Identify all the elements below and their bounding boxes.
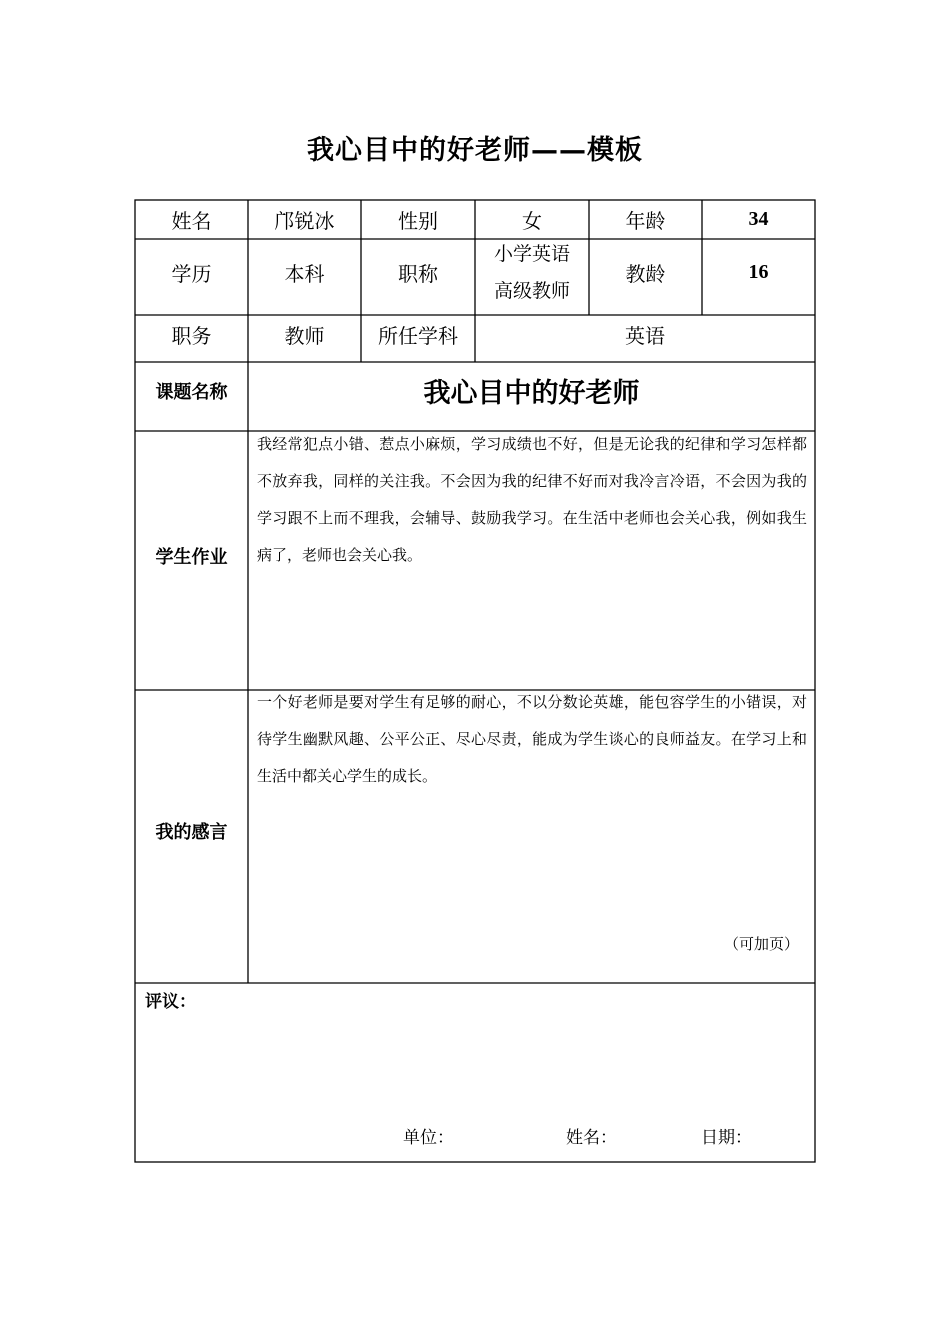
rank-line-2: 高级教师 <box>493 280 570 302</box>
rank-label: 职称 <box>398 261 438 286</box>
gender-label: 性别 <box>398 209 438 233</box>
comment-label: 评议： <box>145 992 196 1012</box>
name-label: 姓名 <box>171 209 212 233</box>
topic-value: 我心目中的好老师 <box>423 377 640 409</box>
position-value: 教师 <box>284 323 325 348</box>
topic-label: 课题名称 <box>155 382 228 403</box>
rank-line-1: 小学英语 <box>493 243 570 265</box>
page-title: 我心目中的好老师——模板 <box>307 135 643 166</box>
years-label: 教龄 <box>625 261 666 286</box>
education-value: 本科 <box>284 261 325 286</box>
date-label: 日期： <box>701 1128 752 1148</box>
gender-value: 女 <box>522 209 542 233</box>
add-page-note: （可加页） <box>724 935 800 953</box>
name-value: 邝锐冰 <box>274 209 335 233</box>
age-value: 34 <box>748 208 769 230</box>
reflection-label: 我的感言 <box>155 822 228 843</box>
homework-label: 学生作业 <box>155 547 228 568</box>
homework-text: 我经常犯点小错、惹点小麻烦，学习成绩也不好，但是无论我的纪律和学习怎样都不放弃我，同样的关注我。不会因为我的纪律不好而对我冷言冷语，不会因为我的学习跟不上而不理我，会辅导、鼓励我学习。在生活中老师也会关心我，例如我生病了，老师也会关心我。 <box>257 435 807 564</box>
unit-label: 单位： <box>403 1128 454 1148</box>
position-label: 职务 <box>171 323 212 348</box>
subject-value: 英语 <box>625 323 665 348</box>
years-value: 16 <box>748 260 769 283</box>
signer-name-label: 姓名： <box>566 1128 617 1148</box>
reflection-text: 一个好老师是要对学生有足够的耐心，不以分数论英雄，能包容学生的小错误，对待学生幽默风趣、公平公正、尽心尽责，能成为学生谈心的良师益友。在学习上和生活中都关心学生的成长。 <box>257 693 807 785</box>
education-label: 学历 <box>171 261 212 286</box>
rank-value <box>475 235 589 311</box>
subject-label: 所任学科 <box>378 323 458 348</box>
age-label: 年龄 <box>625 209 666 233</box>
